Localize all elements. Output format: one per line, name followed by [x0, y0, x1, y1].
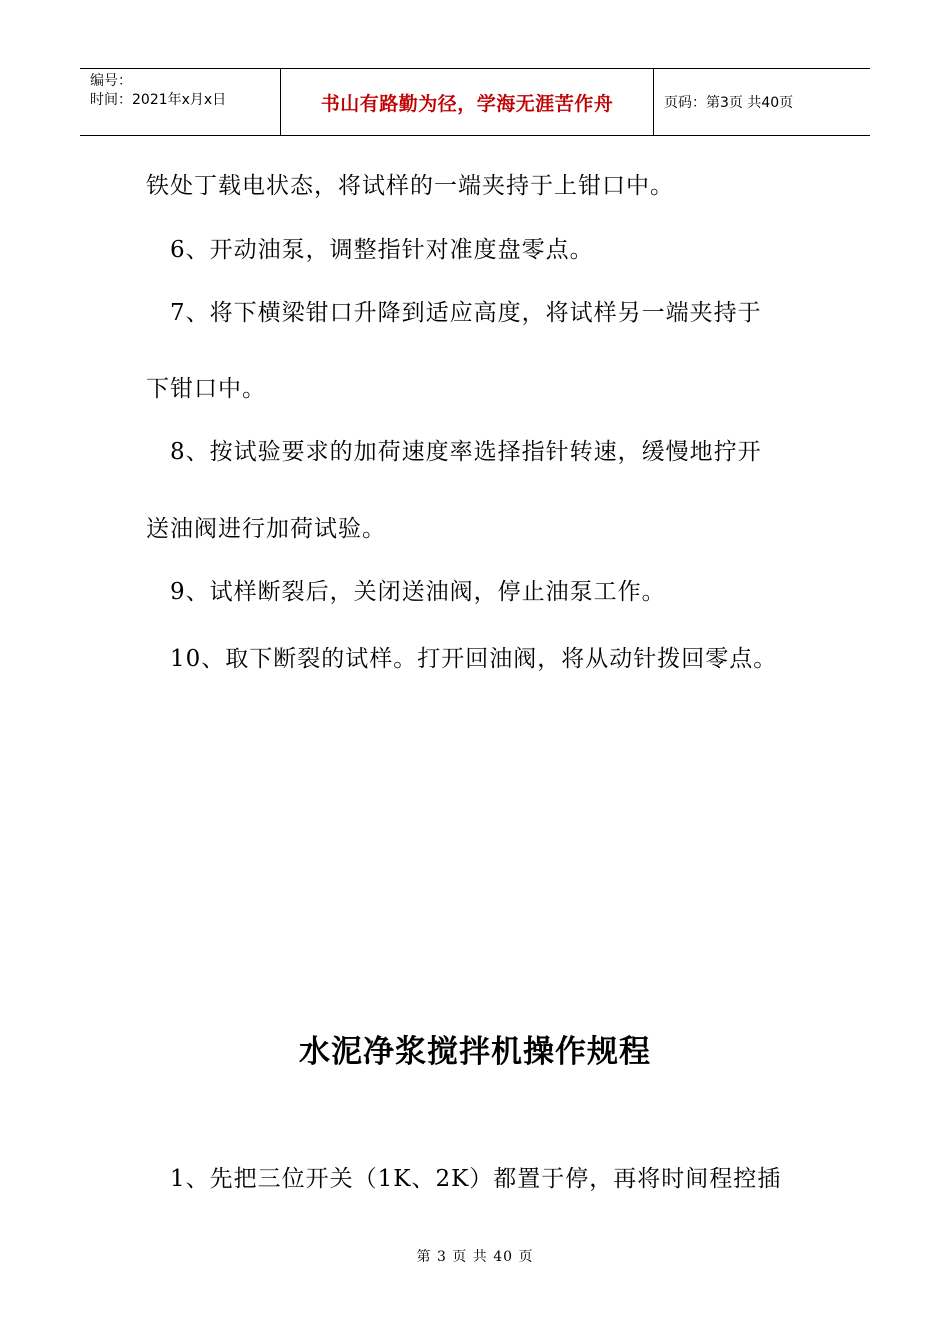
page-header — [80, 68, 870, 136]
document-time-label: 时间：2021年x月x日 — [90, 92, 227, 108]
header-meta-cell — [80, 69, 281, 135]
paragraph-line: 9、试样断裂后，关闭送油阀，停止油泵工作。 — [170, 579, 666, 605]
paragraph-line: 7、将下横梁钳口升降到适应高度，将试样另一端夹持于 — [170, 300, 762, 326]
section-title: 水泥净浆搅拌机操作规程 — [299, 1034, 651, 1070]
paragraph-line: 下钳口中。 — [146, 376, 266, 402]
paragraph-line: 6、开动油泵，调整指针对准度盘零点。 — [170, 237, 594, 263]
page-footer: 第 3 页 共 40 页 — [416, 1249, 534, 1265]
paragraph-line: 1、先把三位开关（1K、2K）都置于停，再将时间程控插 — [170, 1166, 782, 1192]
paragraph-line: 送油阀进行加荷试验。 — [146, 516, 386, 542]
header-motto: 书山有路勤为径，学海无涯苦作舟 — [281, 69, 654, 135]
document-number-label: 编号： — [90, 73, 132, 89]
paragraph-line: 铁处丁载电状态，将试样的一端夹持于上钳口中。 — [146, 173, 674, 199]
paragraph-line: 8、按试验要求的加荷速度率选择指针转速，缓慢地拧开 — [170, 439, 762, 465]
paragraph-line: 10、取下断裂的试样。打开回油阀，将从动针拨回零点。 — [170, 646, 778, 672]
header-page-info: 页码：第3页 共40页 — [664, 95, 794, 111]
